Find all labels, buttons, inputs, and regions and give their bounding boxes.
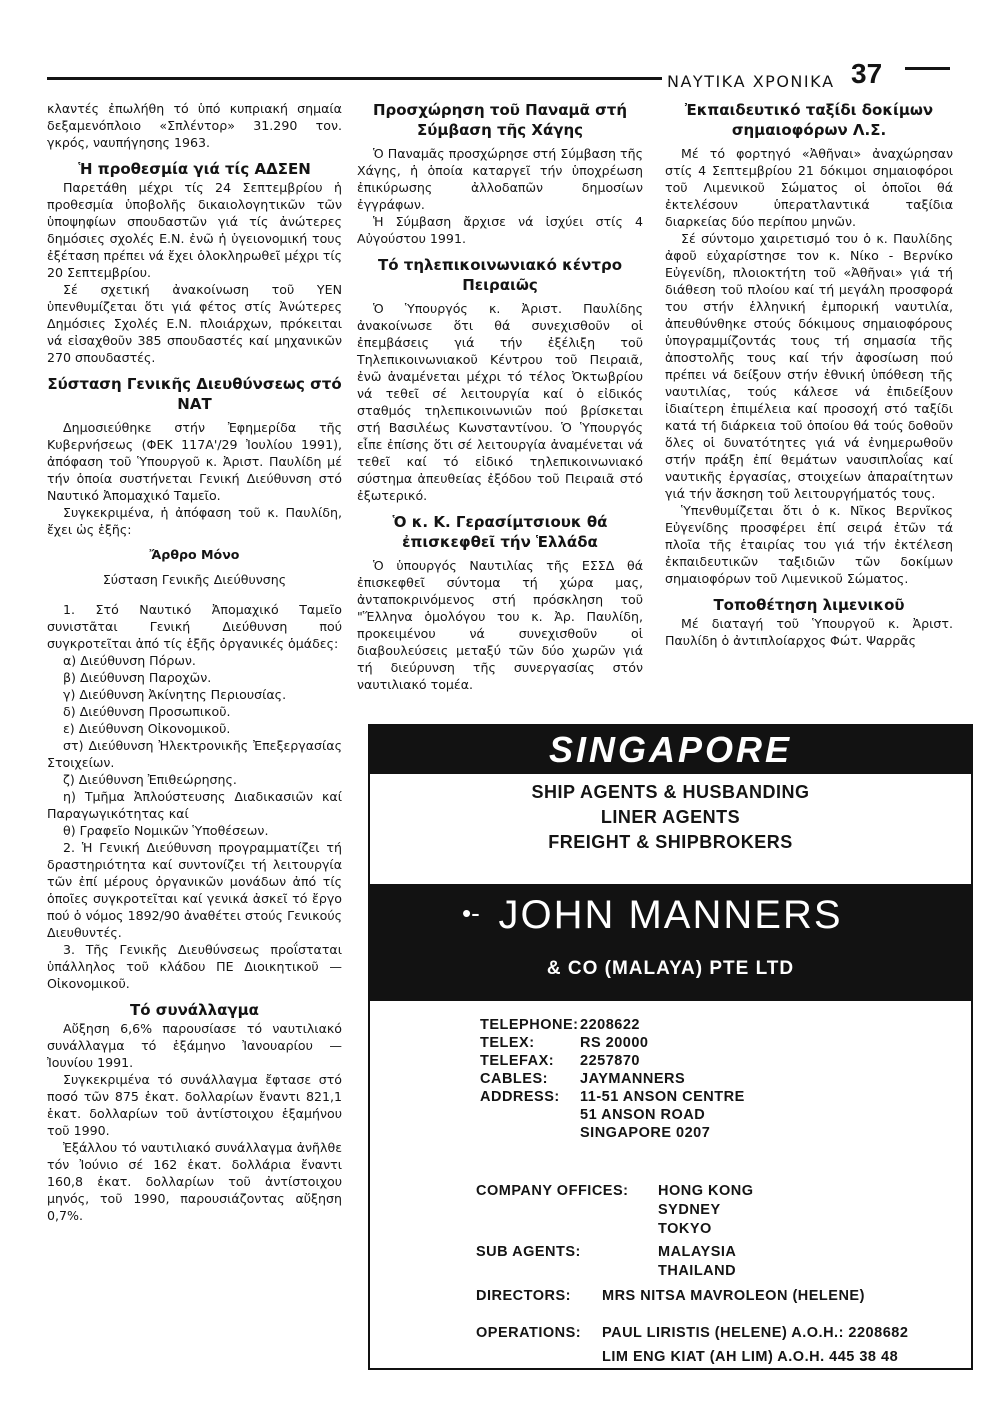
- header-title: ΝΑΥΤΙΚΑ ΧΡΟΝΙΚΑ: [667, 72, 835, 91]
- contact-value: SINGAPORE 0207: [580, 1125, 711, 1141]
- contact-value: 51 ANSON ROAD: [580, 1107, 706, 1123]
- office-item: TOKYO: [658, 1221, 712, 1237]
- heading-fx: Τό συνάλλαγμα: [130, 1001, 259, 1019]
- list-item: β) Διεύθυνση Παροχῶν.: [63, 670, 212, 685]
- heading-port: Τοποθέτηση λιμενικοῦ: [713, 596, 905, 614]
- contact-label: TELEX:: [480, 1035, 535, 1051]
- service-line: FREIGHT & SHIPBROKERS: [548, 832, 793, 852]
- ad-company-name: JOHN MANNERS: [498, 893, 843, 937]
- paragraph: Μέ τό φορτηγό «Ἀθῆναι» ἀναχώρησαν στίς 4 Σεπτεμβρίου 21 δόκιμοι σημαιοφόροι τοῦ Λιμενικοῦ Σώματος οἱ ὁποῖοι θά ἐκτελέσουν ὑπερατλαντικά ταξίδια διαρκείας δύο περίπου μηνῶν.: [665, 146, 953, 229]
- list-item: στ) Διεύθυνση Ἠλεκτρονικῆς Ἐπεξεργασίας Στοιχείων.: [47, 738, 342, 770]
- paragraph: Ὁ Παναμᾶς προσχώρησε στή Σύμβαση τῆς Χάγης, ἡ ὁποία καταργεῖ τήν ὑποχρέωση ἐπικύρωσης ἀλλοδαπῶν δημοσίων ἐγγράφων.: [357, 146, 643, 212]
- header-rule-right: [905, 67, 950, 70]
- paragraph: Σέ σχετική ἀνακοίνωση τοῦ ΥΕΝ ὑπενθυμίζεται ὅτι γιά φέτος στίς Ἀνώτερες Δημόσιες Σχολές Ε.Ν. πλοιάρχων, πρόκειται νά εἰσαχθοῦν 385 σπουδαστές καί μηχανικῶν 270 σπουδαστές.: [47, 282, 342, 365]
- contact-label: TELEFAX:: [480, 1053, 555, 1069]
- contact-value: 2208622: [580, 1017, 640, 1033]
- column-1: [47, 100, 342, 1224]
- service-line: LINER AGENTS: [600, 807, 741, 827]
- list-item: δ) Διεύθυνση Προσωπικοῦ.: [63, 704, 231, 719]
- paragraph: Δημοσιεύθηκε στήν Ἐφημερίδα τῆς Κυβερνήσεως (ΦΕΚ 117Α'/29 Ἰουλίου 1991), ἀπόφαση τοῦ Ὑπουργοῦ κ. Ἀριστ. Παυλίδη μέ τήν ὁποία συστήνεται Γενική Διεύθυνση στό Ναυτικό Ἀπομαχικό Ταμεῖο.: [47, 420, 342, 503]
- paragraph: Σέ σύντομο χαιρετισμό του ὁ κ. Παυλίδης ἀφοῦ εὐχαρίστησε τον κ. Νίκο - Βερνίκο Εὐγενίδη, πλοιοκτήτη τοῦ «Ἀθῆναι» γιά τή διάθεση τοῦ πλοίου καί τή μεγάλη προσφορά του στήν ἑλληνική ἐμπορική ναυτιλία, ἀπευθύνθηκε στούς δόκιμους σημαιοφόρους ὑπογραμμίζοντάς τους τή σημασία τῆς ἀποστολῆς τους καί τήν ἀφοσίωση πού πρέπει νά δείξουν στήν ἐθνική ὑπόθεση τῆς ναυτιλίας, τούς κάλεσε νά ἐπιδείξουν ἰδιαίτερη ἐπιμέλεια καί προσοχή στό ταξίδι κατά τή διάρκεια τοῦ ὁποίου θά τούς δοθοῦν ὅλες οἱ δυνατότητες γιά νά ἐνημερωθοῦν στήν πράξη ἐπί θεμάτων ναυσιπλοΐας καί ναυτικῆς ἐργασίας, στοιχείων ἀπαραίτητων γιά τήν ἄσκηση τοῦ λειτουργήματός τους.: [665, 231, 953, 501]
- page-number: 37: [851, 58, 883, 89]
- heading-telecom: Τό τηλεπικοινωνιακό κέντρο Πειραιῶς: [377, 256, 622, 294]
- contact-value: 2257870: [580, 1053, 640, 1069]
- offices-label: COMPANY OFFICES:: [476, 1183, 629, 1199]
- paragraph: Ὁ Ὑπουργός κ. Ἀριστ. Παυλίδης ἀνακοίνωσε ὅτι θά συνεχισθοῦν οἱ ἐπεμβάσεις γιά τήν ἐξέλιξη τοῦ Τηλεπικοινωνιακοῦ Κέντρου τοῦ Πειραιᾶ, ἐνῶ ἀναμένεται μέχρι τό τέλος Ὀκτωβρίου νά τεθεῖ σέ λειτουργία καί ὁ εἰδικός σταθμός τηλεπικοινωνιῶν πού βρίσκεται στή Βασιλέως Κωνσταντίνου. Ὁ Ὑπουργός εἶπε ἐπίσης ὅτι σέ λειτουργία ἀναμένεται νά τεθεῖ καί τό εἰδικό τηλεπικοινωνιακό σύστημα ἀπευθείας ἐξόδου τοῦ Πειραιᾶ στό ἐξωτερικό.: [357, 301, 643, 503]
- heading-gerasim: Ὁ κ. Κ. Γερασίμτσιουκ θά ἐπισκεφθεῖ τήν Ἑλλάδα: [392, 513, 608, 551]
- advertisement-box: [368, 724, 973, 1370]
- operations-line: PAUL LIRISTIS (HELENE) A.O.H.: 2208682: [602, 1325, 909, 1341]
- column-3: [665, 100, 953, 649]
- contact-label: ADDRESS:: [480, 1089, 560, 1105]
- paragraph: 1. Στό Ναυτικό Ἀπομαχικό Ταμεῖο συνιστᾶται Γενική Διεύθυνση πού συγκροτεῖται ἀπό τίς ἑξῆς ὀργανικές ὁμάδες:: [47, 602, 342, 651]
- paragraph: Μέ διαταγή τοῦ Ὑπουργοῦ κ. Ἀριστ. Παυλίδη ὁ ἀντιπλοίαρχος Φώτ. Ψαρρᾶς: [665, 616, 953, 648]
- heading-panama: Προσχώρηση τοῦ Παναμᾶ στή Σύμβαση τῆς Χάγης: [372, 101, 628, 139]
- paragraph: Συγκεκριμένα τό συνάλλαγμα ἔφτασε στό ποσό τῶν 875 ἑκατ. δολλαρίων ἔναντι 821,1 ἑκατ. δολλαρίων τοῦ ἀντίστοιχου ἑξαμήνου τοῦ 1990.: [47, 1072, 342, 1138]
- paragraph: Αὔξηση 6,6% παρουσίασε τό ναυτιλιακό συνάλλαγμα τό ἑξάμηνο Ἰανουαρίου — Ἰουνίου 1991.: [47, 1021, 342, 1070]
- sub-agent-item: MALAYSIA: [658, 1244, 737, 1260]
- sub-agents-label: SUB AGENTS:: [476, 1244, 581, 1260]
- paragraph: Παρετάθη μέχρι τίς 24 Σεπτεμβρίου ἡ προθεσμία ὑποβολῆς δικαιολογητικῶν τῶν ὑποψηφίων σπουδαστῶν γιά τίς ἀνώτερες δημόσιες σχολές Ε.Ν. ἐνῶ ἡ ὑγειονομική τους ἐξέταση πρέπει νά ἔχει ὁλοκληρωθεῖ μέχρι τίς 20 Σεπτεμβρίου.: [47, 180, 342, 280]
- paragraph: Συγκεκριμένα, ἡ ἀπόφαση τοῦ κ. Παυλίδη, ἔχει ὡς ἑξῆς:: [47, 505, 342, 537]
- service-line: SHIP AGENTS & HUSBANDING: [531, 782, 810, 802]
- article-title: Ἄρθρο Μόνο: [149, 547, 240, 562]
- paragraph: Ἡ Σύμβαση ἄρχισε νά ἰσχύει στίς 4 Αὐγούστου 1991.: [357, 214, 643, 246]
- heading-adsen: Ἡ προθεσμία γιά τίς ΑΔΣΕΝ: [78, 160, 311, 178]
- contact-value: RS 20000: [580, 1035, 649, 1051]
- sub-agent-item: THAILAND: [658, 1263, 737, 1279]
- contact-label: TELEPHONE:: [480, 1017, 579, 1033]
- directors-label: DIRECTORS:: [476, 1288, 571, 1304]
- ad-dash: •-: [462, 898, 480, 928]
- paragraph: Ὁ ὑπουργός Ναυτιλίας τῆς ΕΣΣΔ θά ἐπισκεφθεῖ σύντομα τή χώρα μας, ἀνταποκρινόμενος στή πρόσκληση τοῦ "Ἕλληνα ὁμολόγου του κ. Ἀρ. Παυλίδη, προκειμένου νά συνεχισθοῦν οἱ διαβουλεύσεις μεταξύ τῶν δύο χωρῶν γιά τή διεύρυνση τῆς συνεργασίας στόν ναυτιλιακό τομέα.: [357, 558, 643, 692]
- column-2: [357, 100, 643, 693]
- intro-text: κλαντές ἐπωλήθη τό ὑπό κυπριακή σημαία δεξαμενόπλοιο «Σπλέντορ» 31.290 τον. γκρός, ναυπήγησης 1963.: [47, 101, 342, 150]
- paragraph: Ὑπενθυμίζεται ὅτι ὁ κ. Νῖκος Βερνῖκος Εὐγενίδης προσφέρει ἐπί σειρά ἐτῶν τά πλοῖα τῆς ἑταιρίας του γιά τήν ἐκτέλεση ἐκπαιδευτικῶν ταξιδιῶν τῶν δοκίμων σημαιοφόρων τοῦ Λιμενικοῦ Σώματος.: [665, 503, 953, 586]
- office-item: HONG KONG: [658, 1183, 754, 1199]
- list-item: ε) Διεύθυνση Οἰκονομικοῦ.: [63, 721, 231, 736]
- operations-label: OPERATIONS:: [476, 1325, 582, 1341]
- list-item: θ) Γραφεῖο Νομικῶν Ὑποθέσεων.: [63, 823, 269, 838]
- list-item: γ) Διεύθυνση Ἀκίνητης Περιουσίας.: [63, 687, 287, 702]
- paragraph: Ἐξάλλου τό ναυτιλιακό συνάλλαγμα ἀνῆλθε τόν Ἰούνιο σέ 162 ἑκατ. δολλάρια ἔναντι 160,8 ἑκατ. δολλαρίων τοῦ ἀντίστοιχου μηνός, τοῦ 1990, παρουσιάζοντας αὔξηση 0,7%.: [47, 1140, 342, 1223]
- ad-company-sub: & CO (MALAYA) PTE LTD: [546, 958, 795, 979]
- paragraph: 2. Ἡ Γενική Διεύθυνση προγραμματίζει τή δραστηριότητα καί συντονίζει τή λειτουργία τῶν ἐπί μέρους ὀργανικῶν μονάδων ἀπό τίς ὁποῖες συγκροτεῖται καί γενικά ἀσκεῖ τό ἔργο πού ὁ νόμος 1892/90 ἀναθέτει στούς Γενικούς Διευθυντές.: [47, 840, 342, 940]
- contact-value: JAYMANNERS: [580, 1071, 686, 1087]
- ad-banner: SINGAPORE: [370, 726, 971, 774]
- ad-services: [370, 774, 971, 884]
- heading-nat: Σύσταση Γενικῆς Διευθύνσεως στό ΝΑΤ: [47, 375, 342, 413]
- article-subtitle: Σύσταση Γενικῆς Διεύθυνσης: [102, 572, 287, 587]
- paragraph: 3. Τῆς Γενικῆς Διευθύνσεως προΐσταται ὑπάλληλος τοῦ κλάδου ΠΕ Διοικητικοῦ — Οἰκονομικοῦ.: [47, 942, 342, 991]
- operations-line: LIM ENG KIAT (AH LIM) A.O.H. 445 38 48: [602, 1349, 899, 1365]
- contact-label: CABLES:: [480, 1071, 548, 1087]
- ad-company-band: [370, 884, 971, 1001]
- contact-value: 11-51 ANSON CENTRE: [580, 1089, 745, 1105]
- list-item: α) Διεύθυνση Πόρων.: [63, 653, 196, 668]
- list-item: ζ) Διεύθυνση Ἐπιθεώρησης.: [63, 772, 237, 787]
- heading-training: Ἐκπαιδευτικό ταξίδι δοκίμων σημαιοφόρων Λ.Σ.: [684, 101, 934, 139]
- header-rule-left: [47, 77, 662, 80]
- office-item: SYDNEY: [658, 1202, 721, 1218]
- list-item: η) Τμῆμα Ἀπλούστευσης Διαδικασιῶν καί Παραγωγικότητας καί: [47, 789, 342, 821]
- directors-value: MRS NITSA MAVROLEON (HELENE): [602, 1288, 865, 1304]
